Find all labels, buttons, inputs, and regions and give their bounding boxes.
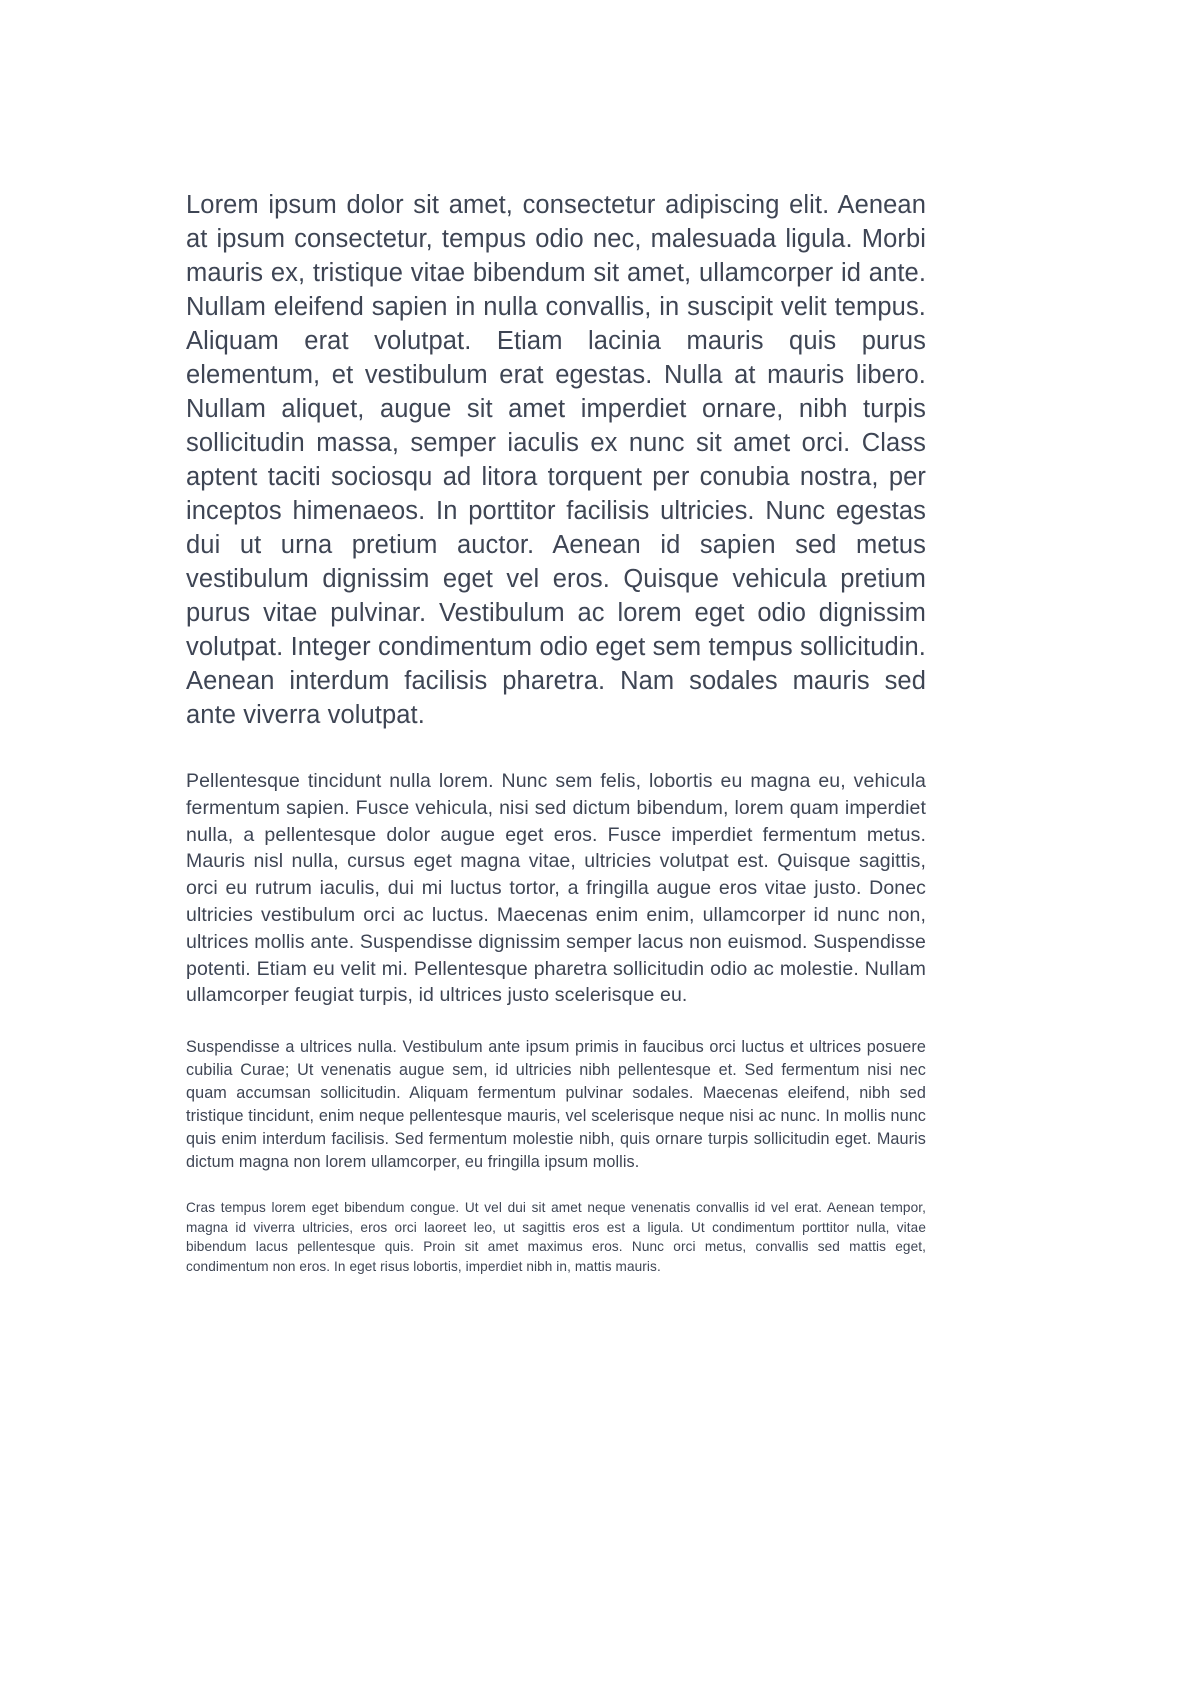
paragraph-small: Suspendisse a ultrices nulla. Vestibulum ante ipsum primis in faucibus orci luctus et ultrices posuere cubilia Curae; Ut venenatis augue sem, id ultricies nibh pellentesque et. Sed fermentum nisi nec quam accumsan sollicitudin. Aliquam fermentum pulvinar sodales. Maecenas eleifend, nibh sed tristique tincidunt, enim neque pellentesque mauris, vel scelerisque neque nisi ac nunc. In mollis nunc quis enim interdum facilisis. Sed fermentum molestie nibh, quis ornare turpis sollicitudin eget. Mauris dictum magna non lorem ullamcorper, eu fringilla ipsum mollis. — [186, 1038, 926, 1172]
paragraph-large: Lorem ipsum dolor sit amet, consectetur adipiscing elit. Aenean at ipsum consectetur, tempus odio nec, malesuada ligula. Morbi mauris ex, tristique vitae bibendum sit amet, ullamcorper id ante. Nullam eleifend sapien in nulla convallis, in suscipit velit tempus. Aliquam erat volutpat. Etiam lacinia mauris quis purus elementum, et vestibulum erat egestas. Nulla at mauris libero. Nullam aliquet, augue sit amet imperdiet ornare, nibh turpis sollicitudin massa, semper iaculis ex nunc sit amet orci. Class aptent taciti sociosqu ad litora torquent per conubia nostra, per inceptos himenaeos. In porttitor facilisis ultricies. Nunc egestas dui ut urna pretium auctor. Aenean id sapien sed metus vestibulum dignissim eget vel eros. Quisque vehicula pretium purus vitae pulvinar. Vestibulum ac lorem eget odio dignissim volutpat. Integer condimentum odio eget sem tempus sollicitudin. Aenean interdum facilisis pharetra. Nam sodales mauris sed ante viverra volutpat. — [186, 191, 926, 729]
paragraph-medium: Pellentesque tincidunt nulla lorem. Nunc sem felis, lobortis eu magna eu, vehicula fermentum sapien. Fusce vehicula, nisi sed dictum bibendum, lorem quam imperdiet nulla, a pellentesque dolor augue eget eros. Fusce imperdiet fermentum metus. Mauris nisl nulla, cursus eget magna vitae, ultricies volutpat est. Quisque sagittis, orci eu rutrum iaculis, dui mi luctus tortor, a fringilla augue eros vitae justo. Donec ultricies vestibulum orci ac luctus. Maecenas enim enim, ullamcorper id nunc non, ultrices mollis ante. Suspendisse dignissim semper lacus non euismod. Suspendisse potenti. Etiam eu velit mi. Pellentesque pharetra sollicitudin odio ac molestie. Nullam ullamcorper feugiat turpis, id ultrices justo scelerisque eu. — [186, 770, 926, 1007]
paragraph-smallest: Cras tempus lorem eget bibendum congue. Ut vel dui sit amet neque venenatis convallis id vel erat. Aenean tempor, magna id viverra ultricies, eros orci laoreet leo, ut sagittis eros est a ligula. Ut condimentum porttitor nulla, vitae bibendum lacus pellentesque quis. Proin sit amet maximus eros. Nunc orci metus, convallis sed mattis eget, condimentum non eros. In eget risus lobortis, imperdiet nibh in, mattis mauris. — [186, 1200, 926, 1274]
text-content-area — [186, 188, 926, 1277]
